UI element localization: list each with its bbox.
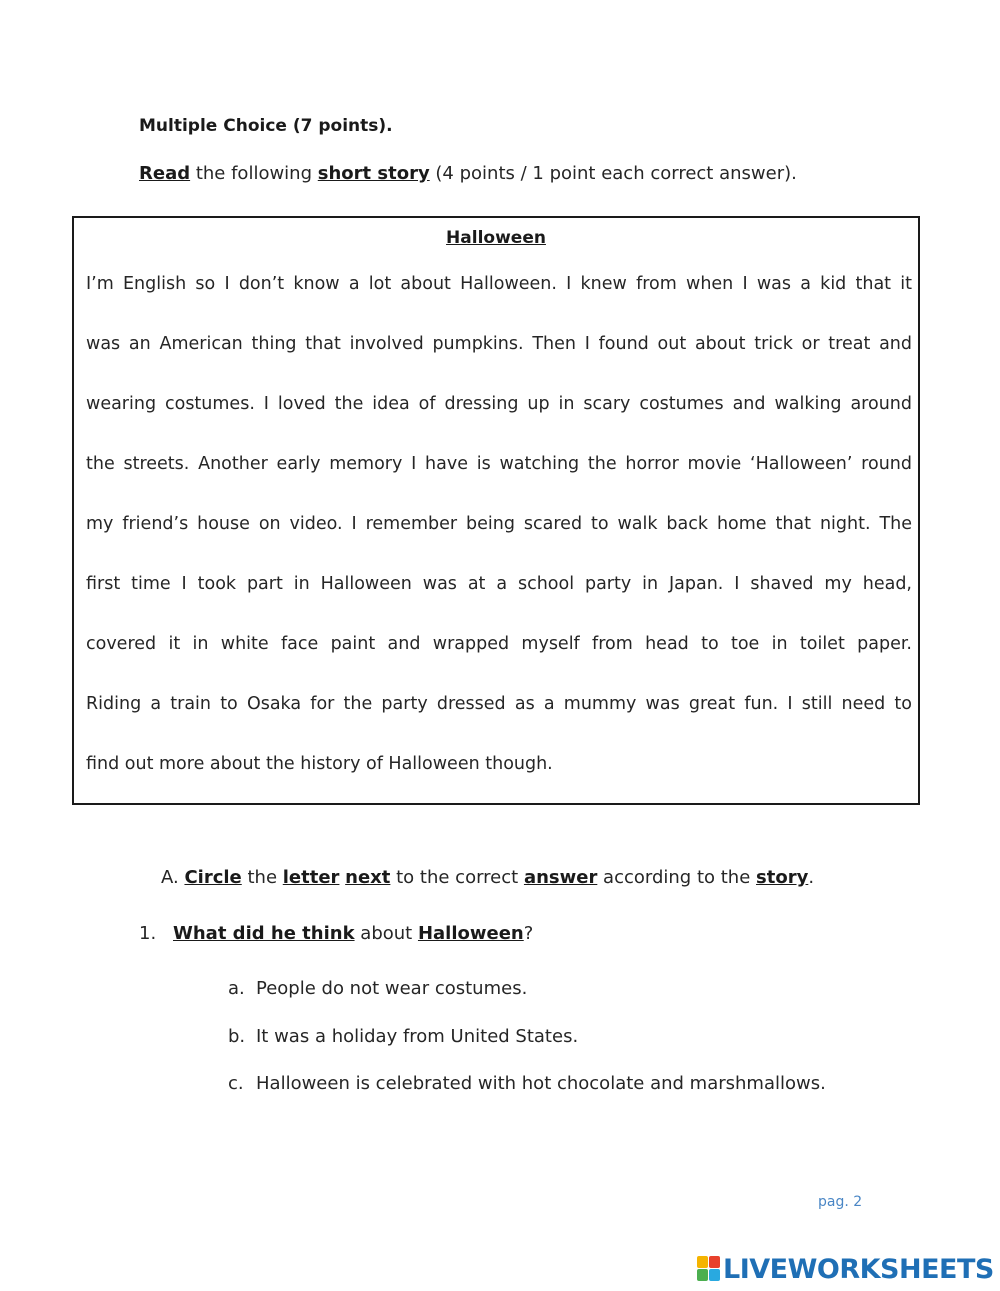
task-answer: answer [523,867,598,888]
instruction-short-story: short story [317,163,430,184]
story-line: find out more about the history of Halloween though. [86,754,553,774]
story-line: first time I took part in Halloween was at a school party in Japan. I shaved my head, [86,574,912,594]
task-text-4: according to the [597,867,757,888]
liveworksheets-logo[interactable] [697,1253,994,1285]
option-text: People do not wear costumes. [256,978,528,999]
reading-instruction [139,163,797,184]
brand-name: LIVEWORKSHEETS [723,1253,994,1285]
question-halloween: Halloween [417,923,524,944]
story-line: the streets. Another early memory I have is watching the horror movie ‘Halloween’ round [86,454,912,474]
liveworksheets-icon [697,1256,721,1282]
question-what: What did he think [173,923,355,944]
story-title: Halloween [446,228,546,248]
task-label: A. [161,867,179,888]
section-heading-text: Multiple Choice (7 points) [139,116,387,136]
question-number: 1. [139,923,157,944]
instruction-text-2: (4 points / 1 point each correct answer). [429,163,797,184]
task-text-1: the [241,867,283,888]
task-instruction [161,867,814,888]
option-letter[interactable]: c. [228,1073,244,1094]
task-circle: Circle [184,867,242,888]
option-text: Halloween is celebrated with hot chocolate and marshmallows. [256,1073,826,1094]
task-letter: letter [282,867,340,888]
question-text-2: ? [523,923,534,944]
answer-option-b[interactable] [228,1026,578,1047]
story-line: covered it in white face paint and wrapped myself from head to toe in toilet paper. [86,634,912,654]
answer-option-c[interactable] [228,1073,826,1094]
task-next: next [345,867,391,888]
task-story: story [756,867,809,888]
section-heading-period: . [386,116,393,136]
section-heading [139,116,393,136]
answer-option-a[interactable] [228,978,527,999]
story-line: Riding a train to Osaka for the party dressed as a mummy was great fun. I still need to [86,694,912,714]
story-line: I’m English so I don’t know a lot about Halloween. I knew from when I was a kid that it [86,274,912,294]
instruction-read: Read [139,163,191,184]
option-letter[interactable]: a. [228,978,245,999]
story-line: my friend’s house on video. I remember being scared to walk back home that night. The [86,514,912,534]
task-text-3: to the correct [390,867,524,888]
story-line: wearing costumes. I loved the idea of dressing up in scary costumes and walking around [86,394,912,414]
option-letter[interactable]: b. [228,1026,246,1047]
page-number: pag. 2 [818,1194,863,1210]
option-text: It was a holiday from United States. [256,1026,579,1047]
instruction-text-1: the following [190,163,318,184]
question-text [173,923,533,944]
task-text-5: . [808,867,815,888]
question-text-1: about [354,923,418,944]
story-line: was an American thing that involved pumpkins. Then I found out about trick or treat and [86,334,912,354]
story-box [72,216,920,805]
